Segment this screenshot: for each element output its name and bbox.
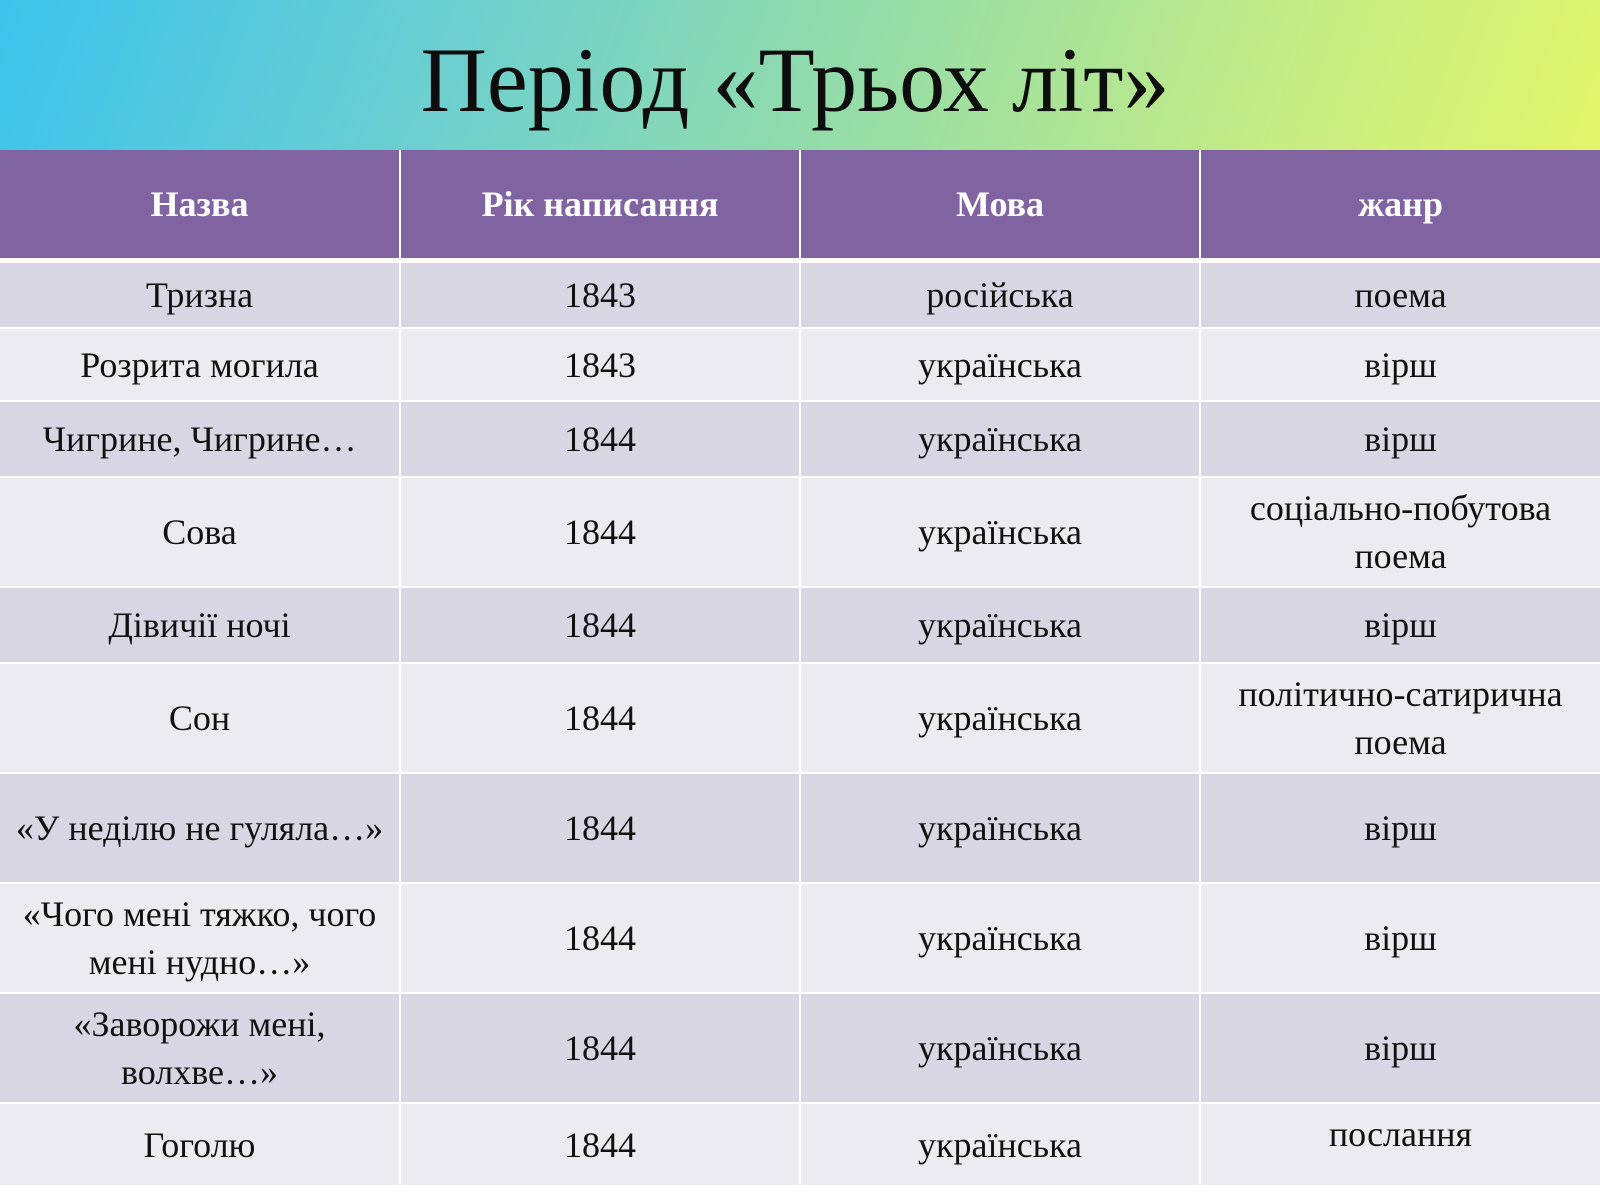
table-header-row (0, 150, 1600, 261)
table-row (0, 993, 1600, 1103)
cell-genre: вірш (1200, 883, 1600, 993)
cell-language: українська (800, 401, 1200, 477)
cell-name: Сон (0, 663, 400, 773)
table-row (0, 883, 1600, 993)
cell-year: 1844 (400, 663, 800, 773)
table-row (0, 477, 1600, 587)
cell-language: українська (800, 663, 1200, 773)
cell-year: 1844 (400, 587, 800, 663)
cell-language: українська (800, 1103, 1200, 1186)
table-row (0, 663, 1600, 773)
cell-language: українська (800, 587, 1200, 663)
cell-genre: послання (1200, 1103, 1600, 1186)
header-genre: жанр (1200, 150, 1600, 261)
cell-name: «Заворожи мені, волхве…» (0, 993, 400, 1103)
table-row (0, 261, 1600, 329)
table-row (0, 773, 1600, 883)
cell-year: 1844 (400, 1103, 800, 1186)
cell-genre: вірш (1200, 773, 1600, 883)
cell-year: 1844 (400, 773, 800, 883)
cell-language: українська (800, 328, 1200, 401)
cell-genre: політично-сатирична поема (1200, 663, 1600, 773)
cell-name: Сова (0, 477, 400, 587)
table-row (0, 587, 1600, 663)
cell-name: Дівичії ночі (0, 587, 400, 663)
cell-name: Розрита могила (0, 328, 400, 401)
header-name: Назва (0, 150, 400, 261)
cell-genre: вірш (1200, 328, 1600, 401)
cell-language: українська (800, 773, 1200, 883)
works-table (0, 150, 1600, 1187)
cell-name: Чигрине, Чигрине… (0, 401, 400, 477)
cell-genre: вірш (1200, 587, 1600, 663)
slide-title: Період «Трьох літ» (420, 29, 1170, 131)
header-year: Рік написання (400, 150, 800, 261)
cell-year: 1844 (400, 993, 800, 1103)
cell-genre: поема (1200, 261, 1600, 329)
cell-language: російська (800, 261, 1200, 329)
cell-language: українська (800, 477, 1200, 587)
cell-language: українська (800, 993, 1200, 1103)
cell-name: Тризна (0, 261, 400, 329)
cell-year: 1844 (400, 477, 800, 587)
cell-name: «Чого мені тяжко, чого мені нудно…» (0, 883, 400, 993)
cell-genre: вірш (1200, 993, 1600, 1103)
cell-year: 1844 (400, 883, 800, 993)
cell-year: 1843 (400, 328, 800, 401)
header-language: Мова (800, 150, 1200, 261)
cell-name: «У неділю не гуляла…» (0, 773, 400, 883)
cell-year: 1843 (400, 261, 800, 329)
table-row (0, 328, 1600, 401)
cell-name: Гоголю (0, 1103, 400, 1186)
table-row (0, 401, 1600, 477)
cell-genre: вірш (1200, 401, 1600, 477)
cell-year: 1844 (400, 401, 800, 477)
table-row (0, 1103, 1600, 1186)
cell-genre: соціально-побутова поема (1200, 477, 1600, 587)
cell-language: українська (800, 883, 1200, 993)
